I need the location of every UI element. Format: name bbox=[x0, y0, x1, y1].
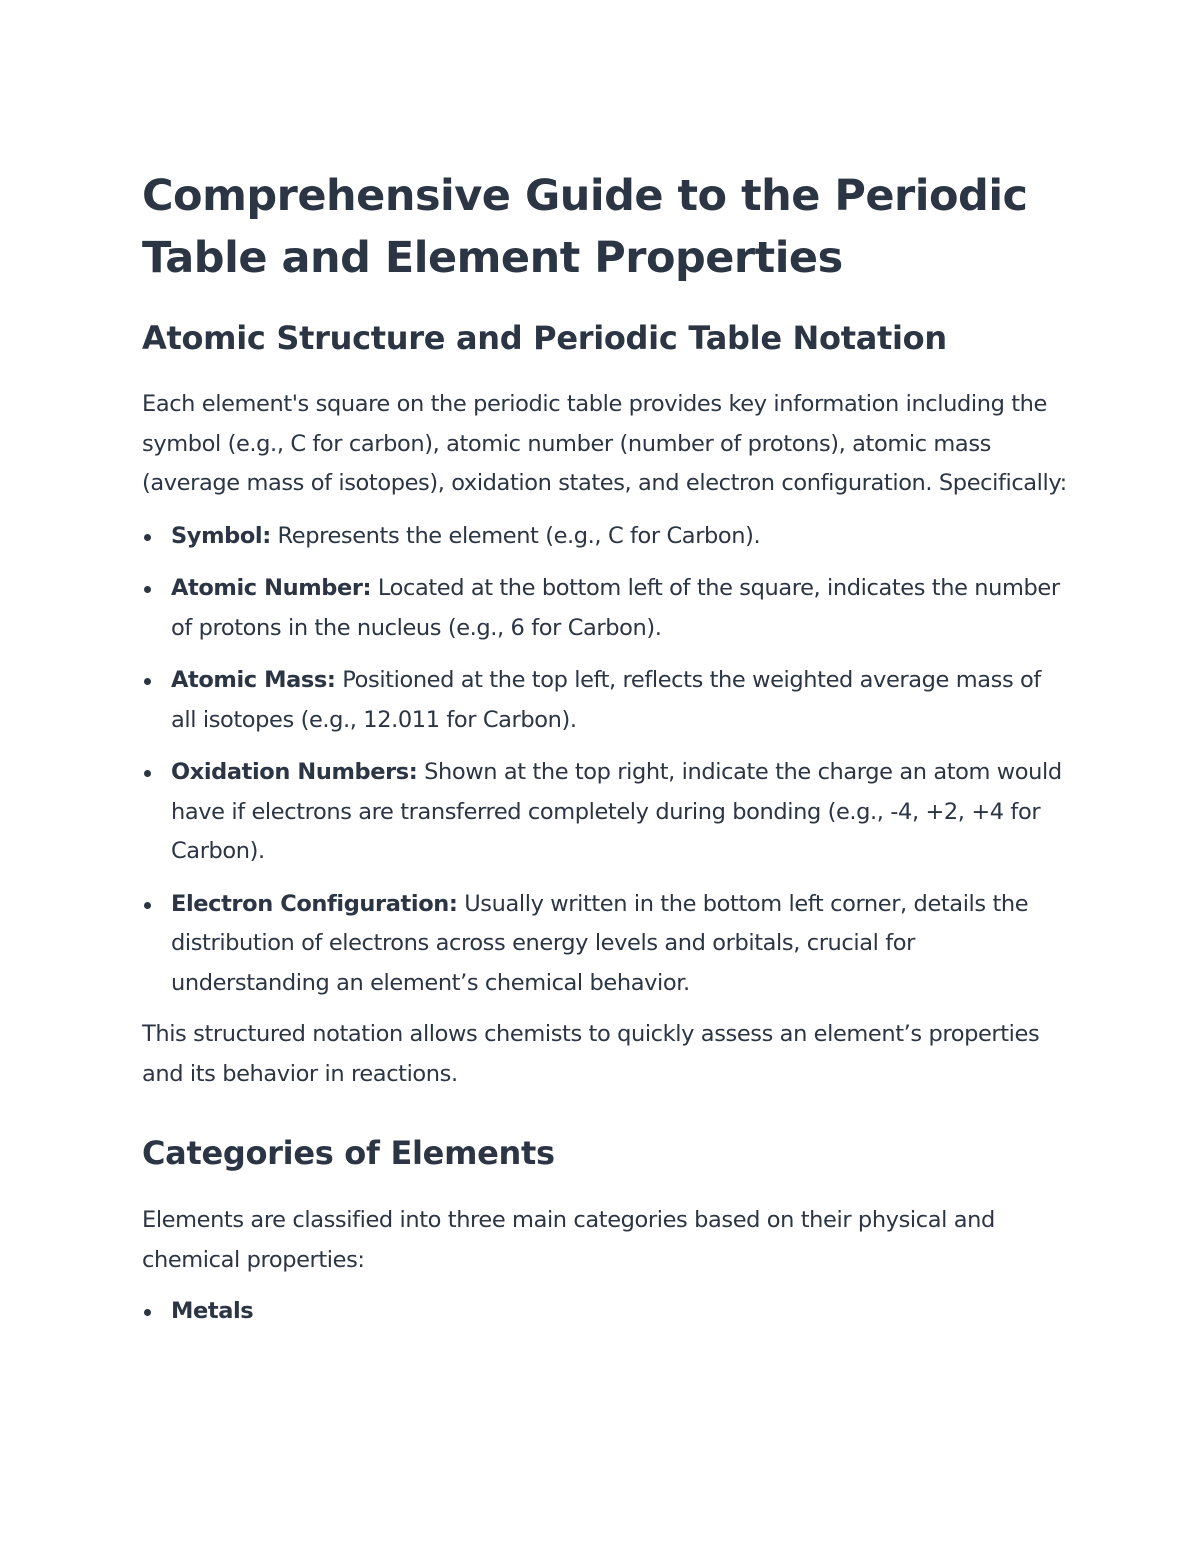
list-item-electron-configuration bbox=[142, 885, 1072, 1004]
bullet-icon bbox=[144, 1309, 151, 1316]
section-heading-atomic-structure: Atomic Structure and Periodic Table Notation bbox=[142, 319, 947, 357]
section-heading-categories: Categories of Elements bbox=[142, 1134, 555, 1172]
list-item-metals bbox=[142, 1292, 1072, 1332]
list-item-text: Represents the element (e.g., C for Carbon). bbox=[270, 522, 761, 549]
list-item-atomic-number bbox=[142, 569, 1072, 648]
bullet-icon bbox=[144, 534, 151, 541]
list-item-term: Symbol: bbox=[171, 522, 271, 549]
list-item-text: Located at the bottom left of the square, indicates the number of protons in the nucleus (e.g., 6 for Carbon). bbox=[171, 575, 1060, 641]
list-item-term: Atomic Number: bbox=[171, 575, 372, 601]
list-item-term: Electron Configuration: bbox=[171, 890, 458, 917]
section-closing-paragraph: This structured notation allows chemists to quickly assess an element’s properties and its behavior in reactions. bbox=[142, 1021, 1040, 1087]
bullet-icon bbox=[144, 902, 151, 909]
list-item-term: Oxidation Numbers: bbox=[171, 759, 418, 785]
list-item-text: Positioned at the top left, reflects the weighted average mass of all isotopes (e.g., 12.011 for Carbon). bbox=[171, 667, 1041, 733]
list-item-text: Usually written in the bottom left corner, details the distribution of electrons across energy levels and orbitals, crucial for understanding an element’s chemical behavior. bbox=[171, 890, 1029, 996]
bullet-icon bbox=[144, 770, 151, 777]
list-item-symbol bbox=[142, 517, 1072, 557]
section-intro-paragraph: Each element's square on the periodic table provides key information including the symbol (e.g., C for carbon), atomic number (number of protons), atomic mass (average mass of isotopes), oxidation states, and electron configuration. Specifically: bbox=[142, 391, 1067, 496]
category-list bbox=[142, 1292, 1072, 1332]
bullet-icon bbox=[144, 678, 151, 685]
document-page bbox=[142, 165, 1072, 1332]
list-item-atomic-mass bbox=[142, 661, 1072, 740]
list-item-text: Shown at the top right, indicate the charge an atom would have if electrons are transferred completely during bonding (e.g., -4, +2, +4 for Carbon). bbox=[171, 759, 1062, 864]
property-list bbox=[142, 517, 1072, 1004]
document-title: Comprehensive Guide to the Periodic Table and Element Properties bbox=[142, 171, 1028, 283]
list-item-oxidation-numbers bbox=[142, 753, 1072, 872]
list-item-term: Atomic Mass: bbox=[171, 667, 336, 693]
bullet-icon bbox=[144, 586, 151, 593]
categories-intro-paragraph: Elements are classified into three main categories based on their physical and chemical properties: bbox=[142, 1207, 995, 1273]
list-item-term: Metals bbox=[171, 1298, 254, 1324]
